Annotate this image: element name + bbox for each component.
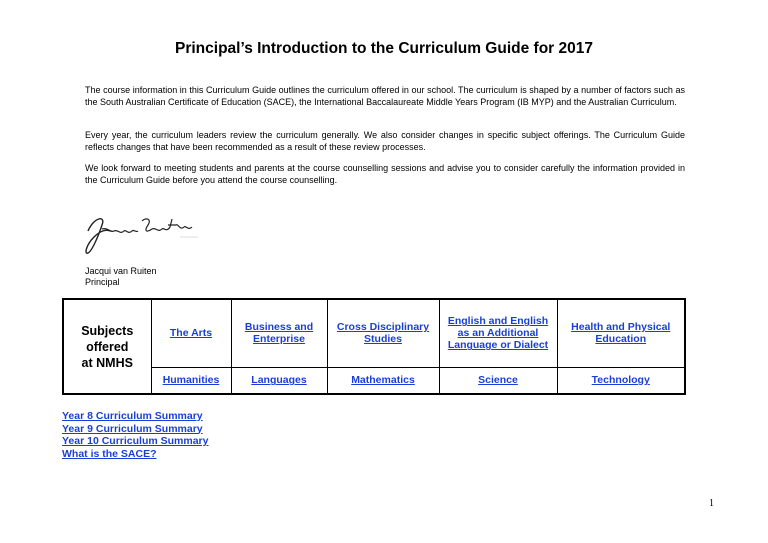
- signatory-name: Jacqui van Ruiten: [85, 266, 157, 276]
- subject-link-business-enterprise[interactable]: Business and Enterprise: [244, 321, 314, 346]
- what-is-sace-link[interactable]: What is the SACE?: [62, 447, 157, 460]
- year-9-summary-link[interactable]: Year 9 Curriculum Summary: [62, 422, 203, 435]
- subjects-row-1: [63, 299, 685, 367]
- subjects-row-2: [63, 367, 685, 394]
- subject-link-cross-disciplinary[interactable]: Cross Disciplinary Studies: [336, 321, 430, 346]
- subject-link-science[interactable]: Science: [478, 374, 518, 387]
- intro-paragraph-3: We look forward to meeting students and parents at the course counselling sessions and advise you to consider carefully the information provided in the Curriculum Guide before you attend the course counselling.: [85, 163, 685, 185]
- intro-paragraph-2: Every year, the curriculum leaders review the curriculum generally. We also consider changes in specific subject offerings. The Curriculum Guide reflects changes that have been recommended as a result of these review processes.: [85, 130, 685, 152]
- subjects-heading: Subjects offered at NMHS: [63, 299, 151, 394]
- signatory-role: Principal: [85, 277, 120, 287]
- page-number: 1: [709, 498, 714, 509]
- subject-link-technology[interactable]: Technology: [591, 374, 650, 387]
- subject-link-humanities[interactable]: Humanities: [162, 374, 220, 387]
- page-title: Principal’s Introduction to the Curriculum Guide for 2017: [175, 40, 593, 57]
- principal-signature-image: [80, 207, 200, 257]
- subject-link-mathematics[interactable]: Mathematics: [351, 374, 415, 387]
- intro-paragraph-1: The course information in this Curriculum Guide outlines the curriculum offered in our school. The curriculum is shaped by a number of factors such as the South Australian Certificate of Education (SACE), the International Baccalaureate Middle Years Program (IB MYP) and the Australian Curriculum.: [85, 85, 685, 107]
- subject-link-health-pe[interactable]: Health and Physical Education: [571, 321, 671, 346]
- subjects-table: [62, 298, 686, 395]
- year-10-summary-link[interactable]: Year 10 Curriculum Summary: [62, 435, 209, 447]
- subject-link-the-arts[interactable]: The Arts: [169, 327, 213, 340]
- subject-link-english-eald[interactable]: English and English as an Additional Language or Dialect: [447, 315, 549, 352]
- curriculum-quick-links: [62, 410, 208, 460]
- subject-link-languages[interactable]: Languages: [251, 374, 307, 387]
- year-8-summary-link[interactable]: Year 8 Curriculum Summary: [62, 410, 203, 422]
